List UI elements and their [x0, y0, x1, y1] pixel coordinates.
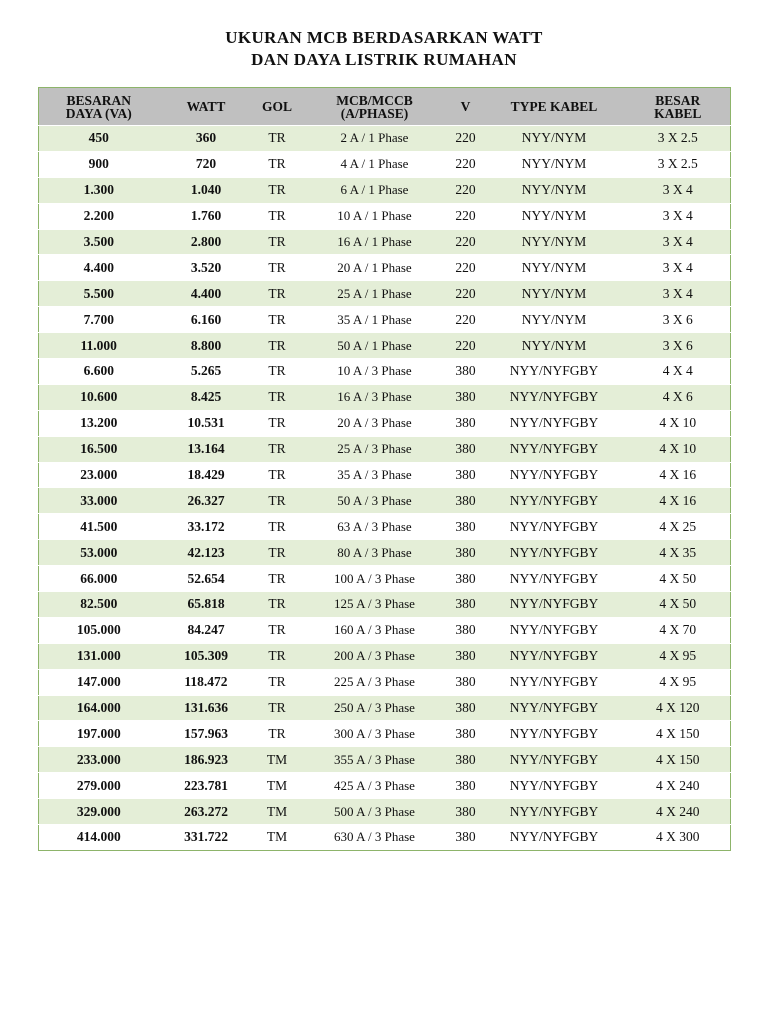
cell-mcb: 10 A / 3 Phase	[301, 359, 449, 385]
cell-besar-kabel: 4 X 300	[626, 825, 731, 851]
cell-type-kabel: NYY/NYFGBY	[483, 747, 626, 773]
cell-mcb: 25 A / 3 Phase	[301, 436, 449, 462]
cell-gol: TM	[254, 747, 301, 773]
cell-mcb: 160 A / 3 Phase	[301, 617, 449, 643]
header-gol: GOL	[261, 99, 292, 114]
cell-gol: TM	[254, 825, 301, 851]
table-row	[39, 566, 731, 592]
header-besar-line-2: KABEL	[654, 105, 702, 121]
cell-watt: 331.722	[159, 825, 254, 851]
cell-besaran-daya: 6.600	[39, 359, 159, 385]
cell-type-kabel: NYY/NYFGBY	[483, 410, 626, 436]
cell-voltage: 380	[449, 617, 483, 643]
cell-gol: TR	[254, 151, 301, 177]
table-row	[39, 281, 731, 307]
table-row	[39, 229, 731, 255]
table-row	[39, 151, 731, 177]
mcb-size-table	[38, 87, 731, 851]
table-row	[39, 410, 731, 436]
document-title-line-1: UKURAN MCB BERDASARKAN WATT	[225, 28, 543, 47]
cell-besar-kabel: 3 X 6	[626, 307, 731, 333]
header-besaran-line-1: BESARAN	[66, 92, 131, 108]
cell-besaran-daya: 233.000	[39, 747, 159, 773]
cell-type-kabel: NYY/NYFGBY	[483, 799, 626, 825]
document-title-line-2: DAN DAYA LISTRIK RUMAHAN	[251, 50, 517, 69]
header-type-kabel: TYPE KABEL	[510, 99, 598, 114]
table-row	[39, 747, 731, 773]
cell-watt: 42.123	[159, 540, 254, 566]
cell-voltage: 220	[449, 255, 483, 281]
cell-type-kabel: NYY/NYFGBY	[483, 462, 626, 488]
cell-besar-kabel: 4 X 35	[626, 540, 731, 566]
cell-besaran-daya: 414.000	[39, 825, 159, 851]
header-besaran-line-2: DAYA (VA)	[65, 105, 132, 121]
cell-besaran-daya: 279.000	[39, 773, 159, 799]
cell-besaran-daya: 66.000	[39, 566, 159, 592]
cell-besaran-daya: 197.000	[39, 721, 159, 747]
table-row	[39, 488, 731, 514]
table-row	[39, 359, 731, 385]
cell-mcb: 50 A / 3 Phase	[301, 488, 449, 514]
cell-mcb: 355 A / 3 Phase	[301, 747, 449, 773]
cell-type-kabel: NYY/NYFGBY	[483, 359, 626, 385]
cell-gol: TR	[254, 333, 301, 359]
table-header-row	[39, 88, 731, 126]
cell-type-kabel: NYY/NYFGBY	[483, 721, 626, 747]
cell-besaran-daya: 131.000	[39, 643, 159, 669]
cell-mcb: 200 A / 3 Phase	[301, 643, 449, 669]
cell-besar-kabel: 3 X 4	[626, 255, 731, 281]
cell-watt: 186.923	[159, 747, 254, 773]
cell-gol: TR	[254, 410, 301, 436]
cell-type-kabel: NYY/NYFGBY	[483, 540, 626, 566]
cell-gol: TR	[254, 281, 301, 307]
cell-voltage: 220	[449, 333, 483, 359]
cell-besaran-daya: 23.000	[39, 462, 159, 488]
cell-gol: TR	[254, 203, 301, 229]
table-row	[39, 617, 731, 643]
cell-besaran-daya: 164.000	[39, 695, 159, 721]
cell-besaran-daya: 13.200	[39, 410, 159, 436]
cell-type-kabel: NYY/NYFGBY	[483, 436, 626, 462]
cell-watt: 8.425	[159, 384, 254, 410]
cell-besar-kabel: 4 X 240	[626, 799, 731, 825]
cell-watt: 105.309	[159, 643, 254, 669]
cell-voltage: 380	[449, 669, 483, 695]
cell-type-kabel: NYY/NYM	[483, 255, 626, 281]
cell-voltage: 380	[449, 566, 483, 592]
cell-watt: 1.040	[159, 177, 254, 203]
cell-voltage: 380	[449, 488, 483, 514]
table-row	[39, 514, 731, 540]
table-row	[39, 643, 731, 669]
cell-watt: 84.247	[159, 617, 254, 643]
cell-mcb: 6 A / 1 Phase	[301, 177, 449, 203]
cell-gol: TM	[254, 773, 301, 799]
cell-besaran-daya: 7.700	[39, 307, 159, 333]
table-row	[39, 825, 731, 851]
cell-gol: TR	[254, 126, 301, 152]
cell-besaran-daya: 3.500	[39, 229, 159, 255]
cell-besar-kabel: 4 X 50	[626, 566, 731, 592]
cell-besar-kabel: 4 X 10	[626, 436, 731, 462]
cell-voltage: 380	[449, 359, 483, 385]
cell-besaran-daya: 4.400	[39, 255, 159, 281]
cell-gol: TR	[254, 540, 301, 566]
cell-watt: 8.800	[159, 333, 254, 359]
cell-besar-kabel: 4 X 10	[626, 410, 731, 436]
cell-type-kabel: NYY/NYFGBY	[483, 488, 626, 514]
cell-besar-kabel: 3 X 4	[626, 281, 731, 307]
header-mcb-mccb	[301, 88, 449, 126]
cell-besar-kabel: 4 X 95	[626, 669, 731, 695]
cell-besar-kabel: 3 X 4	[626, 229, 731, 255]
cell-besar-kabel: 3 X 2.5	[626, 151, 731, 177]
cell-gol: TR	[254, 721, 301, 747]
cell-type-kabel: NYY/NYFGBY	[483, 825, 626, 851]
cell-voltage: 380	[449, 462, 483, 488]
cell-besar-kabel: 4 X 4	[626, 359, 731, 385]
table-row	[39, 540, 731, 566]
cell-voltage: 220	[449, 307, 483, 333]
cell-besar-kabel: 4 X 25	[626, 514, 731, 540]
cell-watt: 360	[159, 126, 254, 152]
cell-besaran-daya: 900	[39, 151, 159, 177]
cell-voltage: 220	[449, 177, 483, 203]
cell-gol: TM	[254, 799, 301, 825]
table-row	[39, 384, 731, 410]
cell-besaran-daya: 82.500	[39, 592, 159, 618]
cell-voltage: 220	[449, 126, 483, 152]
table-row	[39, 669, 731, 695]
cell-type-kabel: NYY/NYFGBY	[483, 514, 626, 540]
cell-voltage: 380	[449, 540, 483, 566]
cell-watt: 1.760	[159, 203, 254, 229]
cell-watt: 65.818	[159, 592, 254, 618]
cell-watt: 131.636	[159, 695, 254, 721]
cell-mcb: 10 A / 1 Phase	[301, 203, 449, 229]
cell-watt: 52.654	[159, 566, 254, 592]
cell-besaran-daya: 5.500	[39, 281, 159, 307]
table-body	[39, 126, 731, 851]
header-besaran-daya	[39, 88, 159, 126]
cell-voltage: 380	[449, 799, 483, 825]
cell-watt: 33.172	[159, 514, 254, 540]
cell-gol: TR	[254, 384, 301, 410]
table-row	[39, 462, 731, 488]
cell-type-kabel: NYY/NYFGBY	[483, 384, 626, 410]
cell-besar-kabel: 4 X 70	[626, 617, 731, 643]
cell-besaran-daya: 33.000	[39, 488, 159, 514]
cell-mcb: 500 A / 3 Phase	[301, 799, 449, 825]
table-row	[39, 436, 731, 462]
cell-mcb: 225 A / 3 Phase	[301, 669, 449, 695]
cell-voltage: 380	[449, 695, 483, 721]
cell-voltage: 380	[449, 592, 483, 618]
cell-besaran-daya: 53.000	[39, 540, 159, 566]
cell-gol: TR	[254, 307, 301, 333]
cell-watt: 5.265	[159, 359, 254, 385]
cell-mcb: 25 A / 1 Phase	[301, 281, 449, 307]
cell-mcb: 16 A / 3 Phase	[301, 384, 449, 410]
cell-besar-kabel: 4 X 6	[626, 384, 731, 410]
cell-gol: TR	[254, 359, 301, 385]
cell-voltage: 380	[449, 514, 483, 540]
cell-gol: TR	[254, 488, 301, 514]
cell-type-kabel: NYY/NYFGBY	[483, 566, 626, 592]
cell-mcb: 125 A / 3 Phase	[301, 592, 449, 618]
table-row	[39, 695, 731, 721]
cell-watt: 157.963	[159, 721, 254, 747]
cell-type-kabel: NYY/NYM	[483, 333, 626, 359]
cell-mcb: 4 A / 1 Phase	[301, 151, 449, 177]
cell-gol: TR	[254, 695, 301, 721]
cell-besaran-daya: 105.000	[39, 617, 159, 643]
cell-mcb: 35 A / 3 Phase	[301, 462, 449, 488]
cell-mcb: 100 A / 3 Phase	[301, 566, 449, 592]
table-row	[39, 799, 731, 825]
cell-watt: 2.800	[159, 229, 254, 255]
cell-voltage: 220	[449, 203, 483, 229]
cell-voltage: 380	[449, 384, 483, 410]
cell-type-kabel: NYY/NYM	[483, 307, 626, 333]
cell-type-kabel: NYY/NYM	[483, 229, 626, 255]
cell-besar-kabel: 3 X 4	[626, 177, 731, 203]
cell-voltage: 380	[449, 643, 483, 669]
cell-besar-kabel: 4 X 120	[626, 695, 731, 721]
table-row	[39, 592, 731, 618]
cell-watt: 18.429	[159, 462, 254, 488]
cell-gol: TR	[254, 436, 301, 462]
cell-besaran-daya: 450	[39, 126, 159, 152]
cell-type-kabel: NYY/NYFGBY	[483, 669, 626, 695]
cell-type-kabel: NYY/NYFGBY	[483, 643, 626, 669]
cell-voltage: 220	[449, 151, 483, 177]
cell-voltage: 220	[449, 229, 483, 255]
cell-besar-kabel: 4 X 95	[626, 643, 731, 669]
cell-type-kabel: NYY/NYM	[483, 177, 626, 203]
cell-besar-kabel: 4 X 16	[626, 462, 731, 488]
cell-mcb: 425 A / 3 Phase	[301, 773, 449, 799]
cell-mcb: 16 A / 1 Phase	[301, 229, 449, 255]
cell-mcb: 80 A / 3 Phase	[301, 540, 449, 566]
cell-mcb: 63 A / 3 Phase	[301, 514, 449, 540]
cell-besar-kabel: 3 X 6	[626, 333, 731, 359]
cell-gol: TR	[254, 462, 301, 488]
cell-type-kabel: NYY/NYM	[483, 126, 626, 152]
cell-besaran-daya: 147.000	[39, 669, 159, 695]
cell-voltage: 380	[449, 436, 483, 462]
cell-besar-kabel: 4 X 150	[626, 747, 731, 773]
table-row	[39, 307, 731, 333]
cell-gol: TR	[254, 255, 301, 281]
cell-watt: 3.520	[159, 255, 254, 281]
cell-besaran-daya: 41.500	[39, 514, 159, 540]
header-besar-kabel	[626, 88, 731, 126]
cell-type-kabel: NYY/NYM	[483, 203, 626, 229]
cell-besar-kabel: 3 X 4	[626, 203, 731, 229]
table-row	[39, 255, 731, 281]
header-voltage: V	[460, 99, 471, 114]
cell-type-kabel: NYY/NYFGBY	[483, 592, 626, 618]
cell-gol: TR	[254, 177, 301, 203]
table-row	[39, 126, 731, 152]
cell-gol: TR	[254, 229, 301, 255]
cell-gol: TR	[254, 566, 301, 592]
cell-mcb: 20 A / 1 Phase	[301, 255, 449, 281]
cell-watt: 263.272	[159, 799, 254, 825]
cell-gol: TR	[254, 643, 301, 669]
cell-voltage: 380	[449, 747, 483, 773]
cell-besar-kabel: 4 X 240	[626, 773, 731, 799]
cell-type-kabel: NYY/NYFGBY	[483, 773, 626, 799]
cell-mcb: 35 A / 1 Phase	[301, 307, 449, 333]
cell-mcb: 250 A / 3 Phase	[301, 695, 449, 721]
cell-type-kabel: NYY/NYM	[483, 151, 626, 177]
cell-besaran-daya: 2.200	[39, 203, 159, 229]
cell-besar-kabel: 3 X 2.5	[626, 126, 731, 152]
header-watt: WATT	[186, 99, 226, 114]
table-row	[39, 333, 731, 359]
cell-besaran-daya: 11.000	[39, 333, 159, 359]
cell-mcb: 300 A / 3 Phase	[301, 721, 449, 747]
header-mcb-line-2: (A/PHASE)	[340, 105, 409, 121]
cell-voltage: 380	[449, 825, 483, 851]
cell-watt: 4.400	[159, 281, 254, 307]
cell-watt: 223.781	[159, 773, 254, 799]
cell-watt: 118.472	[159, 669, 254, 695]
cell-gol: TR	[254, 669, 301, 695]
cell-besaran-daya: 329.000	[39, 799, 159, 825]
cell-mcb: 630 A / 3 Phase	[301, 825, 449, 851]
cell-voltage: 380	[449, 773, 483, 799]
cell-watt: 720	[159, 151, 254, 177]
cell-type-kabel: NYY/NYFGBY	[483, 695, 626, 721]
cell-mcb: 50 A / 1 Phase	[301, 333, 449, 359]
cell-watt: 6.160	[159, 307, 254, 333]
cell-besaran-daya: 1.300	[39, 177, 159, 203]
cell-gol: TR	[254, 617, 301, 643]
table-row	[39, 773, 731, 799]
cell-mcb: 2 A / 1 Phase	[301, 126, 449, 152]
cell-voltage: 380	[449, 721, 483, 747]
cell-besar-kabel: 4 X 50	[626, 592, 731, 618]
cell-gol: TR	[254, 592, 301, 618]
cell-watt: 10.531	[159, 410, 254, 436]
cell-besar-kabel: 4 X 150	[626, 721, 731, 747]
table-row	[39, 203, 731, 229]
cell-watt: 26.327	[159, 488, 254, 514]
table-row	[39, 177, 731, 203]
cell-besaran-daya: 10.600	[39, 384, 159, 410]
cell-mcb: 20 A / 3 Phase	[301, 410, 449, 436]
cell-type-kabel: NYY/NYFGBY	[483, 617, 626, 643]
cell-besaran-daya: 16.500	[39, 436, 159, 462]
cell-gol: TR	[254, 514, 301, 540]
header-mcb-line-1: MCB/MCCB	[336, 92, 413, 108]
cell-besar-kabel: 4 X 16	[626, 488, 731, 514]
table-row	[39, 721, 731, 747]
cell-voltage: 220	[449, 281, 483, 307]
cell-watt: 13.164	[159, 436, 254, 462]
header-besar-line-1: BESAR	[655, 92, 701, 108]
cell-type-kabel: NYY/NYM	[483, 281, 626, 307]
cell-voltage: 380	[449, 410, 483, 436]
